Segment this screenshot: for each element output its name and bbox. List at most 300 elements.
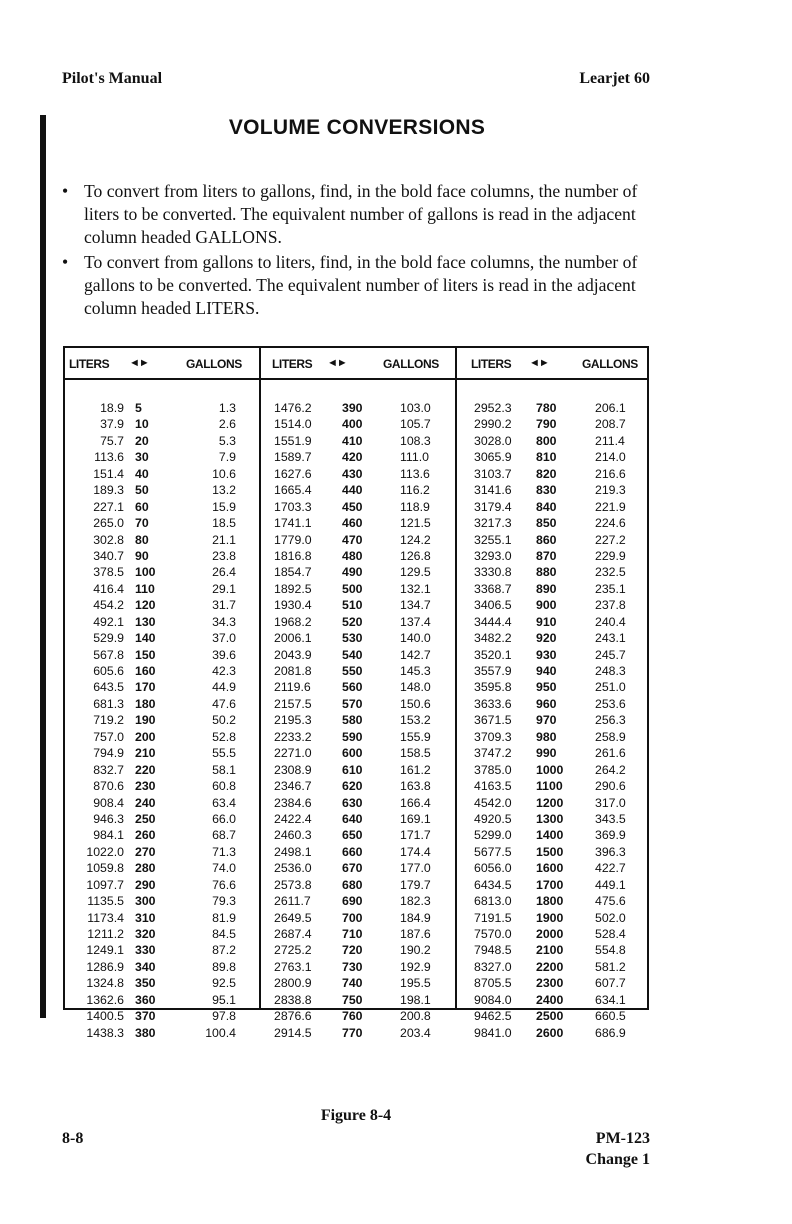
table-cell: 450: [342, 499, 363, 514]
table-cell: 264.2: [595, 762, 626, 777]
table-cell: 1514.0: [274, 417, 312, 432]
table-cell: 980: [536, 729, 557, 744]
header-liters: LITERS: [272, 357, 313, 371]
bullet-text: To convert from liters to gallons, find, in the bold face columns, the number of liters to be converted. The equivalent number of gallons is read in the adjacent column headed GALLONS.: [84, 181, 638, 247]
table-cell: 984.1: [93, 828, 124, 843]
table-cell: 440: [342, 483, 363, 498]
table-cell: 253.6: [595, 696, 626, 711]
table-cell: 158.5: [400, 746, 431, 761]
table-cell: 581.2: [595, 959, 626, 974]
table-cell: 240.4: [595, 614, 626, 629]
table-cell: 220: [135, 762, 156, 777]
table-cell: 1589.7: [274, 450, 312, 465]
table-cell: 10: [135, 417, 149, 432]
table-cell: 430: [342, 466, 363, 481]
table-cell: 2573.8: [274, 877, 312, 892]
table-cell: 87.2: [212, 943, 236, 958]
table-cell: 780: [536, 401, 557, 415]
table-cell: 110: [135, 581, 155, 596]
table-cell: 880: [536, 565, 557, 580]
table-cell: 5299.0: [474, 828, 512, 843]
table-cell: 256.3: [595, 713, 626, 728]
table-cell: 1286.9: [86, 959, 124, 974]
table-cell: 23.8: [212, 548, 236, 563]
table-cell: 211.4: [595, 433, 625, 448]
header-aircraft-name: Learjet 60: [579, 70, 650, 87]
table-cell: 76.6: [212, 877, 236, 892]
value-column: [135, 400, 175, 1041]
table-cell: 261.6: [595, 746, 626, 761]
page-title: VOLUME CONVERSIONS: [228, 116, 486, 139]
table-cell: 529.9: [93, 631, 124, 646]
table-cell: 3141.6: [474, 483, 512, 498]
table-cell: 2952.3: [474, 401, 512, 415]
table-cell: 830: [536, 483, 557, 498]
table-cell: 2536.0: [274, 861, 312, 876]
table-cell: 9462.5: [474, 1009, 512, 1024]
table-cell: 730: [342, 959, 363, 974]
table-cell: 1551.9: [274, 433, 312, 448]
table-cell: 1968.2: [274, 614, 312, 629]
table-cell: 1703.3: [274, 499, 312, 514]
table-cell: 4542.0: [474, 795, 512, 810]
conversion-table: [63, 346, 649, 1040]
table-cell: 44.9: [212, 680, 236, 695]
table-cell: 380: [135, 1025, 156, 1040]
table-cell: 340: [135, 959, 156, 974]
table-cell: 1816.8: [274, 548, 312, 563]
table-cell: 490: [342, 565, 363, 580]
header-gallons: GALLONS: [383, 357, 439, 371]
table-cell: 840: [536, 499, 557, 514]
table-cell: 6813.0: [474, 894, 512, 909]
table-cell: 50.2: [212, 713, 236, 728]
table-cell: 350: [135, 976, 156, 991]
change-bar: [40, 115, 46, 1018]
table-cell: 400: [342, 417, 363, 432]
table-cell: 890: [536, 581, 557, 596]
table-cell: 660.5: [595, 1009, 626, 1024]
table-cell: 607.7: [595, 976, 626, 991]
table-cell: 1900: [536, 910, 564, 925]
table-cell: 1600: [536, 861, 564, 876]
table-cell: 7.9: [218, 450, 236, 465]
table-cell: 1854.7: [274, 565, 312, 580]
table-cell: 570: [342, 696, 363, 711]
table-cell: 13.2: [212, 483, 236, 498]
table-cell: 460: [342, 516, 363, 531]
table-cell: 206.1: [595, 401, 626, 415]
table-cell: 3028.0: [474, 433, 512, 448]
table-cell: 8327.0: [474, 959, 512, 974]
left-right-arrows-icon: ◄►: [529, 357, 549, 369]
table-cell: 1476.2: [274, 401, 312, 415]
table-cell: 3293.0: [474, 548, 512, 563]
table-cell: 2271.0: [274, 746, 312, 761]
table-cell: 34.3: [212, 614, 236, 629]
table-cell: 108.3: [400, 433, 431, 448]
table-cell: 920: [536, 631, 557, 646]
table-cell: 84.5: [212, 927, 236, 941]
table-cell: 235.1: [595, 581, 626, 596]
liters-column: [274, 400, 334, 1041]
table-cell: 190: [135, 713, 156, 728]
table-cell: 140.0: [400, 631, 431, 646]
table-cell: 216.6: [595, 466, 626, 481]
table-cell: 75.7: [100, 433, 124, 448]
table-cell: 2498.1: [274, 844, 312, 859]
table-cell: 2800.9: [274, 976, 312, 991]
table-cell: 130: [135, 614, 156, 629]
table-cell: 310: [135, 910, 156, 925]
table-cell: 1627.6: [274, 466, 312, 481]
table-cell: 2763.1: [274, 959, 312, 974]
table-cell: 1800: [536, 894, 564, 909]
table-cell: 910: [536, 614, 557, 629]
table-cell: 1022.0: [86, 844, 124, 859]
table-cell: 560: [342, 680, 363, 695]
table-cell: 60.8: [212, 779, 236, 794]
table-cell: 126.8: [400, 548, 431, 563]
table-cell: 320: [135, 927, 156, 941]
table-cell: 7948.5: [474, 943, 512, 958]
table-cell: 420: [342, 450, 363, 465]
table-cell: 832.7: [93, 762, 124, 777]
table-cell: 182.3: [400, 894, 431, 909]
table-cell: 2838.8: [274, 992, 312, 1007]
table-cell: 90: [135, 548, 149, 563]
bullet-liters-to-gallons: [62, 180, 652, 248]
header-gallons: GALLONS: [186, 357, 242, 371]
table-cell: 137.4: [400, 614, 431, 629]
table-cell: 567.8: [93, 647, 124, 662]
table-cell: 760: [342, 1009, 363, 1024]
table-cell: 245.7: [595, 647, 626, 662]
table-cell: 740: [342, 976, 363, 991]
table-cell: 317.0: [595, 795, 626, 810]
table-cell: 270: [135, 844, 156, 859]
table-cell: 1000: [536, 762, 564, 777]
table-cell: 770: [342, 1025, 363, 1040]
table-cell: 148.0: [400, 680, 431, 695]
table-cell: 229.9: [595, 548, 626, 563]
table-cell: 2200: [536, 959, 564, 974]
table-cell: 2687.4: [274, 927, 312, 941]
table-cell: 118.9: [400, 499, 430, 514]
table-cell: 280: [135, 861, 156, 876]
table-cell: 79.3: [212, 894, 236, 909]
table-cell: 3520.1: [474, 647, 512, 662]
header-manual-title: Pilot's Manual: [62, 70, 163, 87]
table-cell: 150: [135, 647, 156, 662]
table-cell: 580: [342, 713, 363, 728]
table-cell: 142.7: [400, 647, 431, 662]
table-cell: 2725.2: [274, 943, 312, 958]
table-cell: 74.0: [212, 861, 236, 876]
table-cell: 169.1: [400, 811, 431, 826]
table-cell: 1892.5: [274, 581, 312, 596]
table-cell: 680: [342, 877, 363, 892]
table-cell: 243.1: [595, 631, 626, 646]
table-cell: 2500: [536, 1009, 564, 1024]
table-cell: 5: [135, 401, 142, 415]
table-cell: 343.5: [595, 811, 626, 826]
table-cell: 790: [536, 417, 557, 432]
table-cell: 605.6: [93, 664, 124, 678]
table-cell: 251.0: [595, 680, 626, 695]
table-cell: 660: [342, 844, 363, 859]
table-cell: 170: [135, 680, 156, 695]
table-cell: 171.7: [400, 828, 431, 843]
table-cell: 950: [536, 680, 557, 695]
table-cell: 990: [536, 746, 557, 761]
table-cell: 4920.5: [474, 811, 512, 826]
table-cell: 42.3: [212, 664, 236, 678]
table-cell: 5.3: [218, 433, 236, 448]
table-cell: 2611.7: [274, 894, 311, 909]
table-cell: 3065.9: [474, 450, 512, 465]
table-cell: 15.9: [212, 499, 236, 514]
table-cell: 410: [342, 433, 363, 448]
table-cell: 189.3: [93, 483, 124, 498]
table-cell: 681.3: [93, 696, 124, 711]
table-cell: 151.4: [93, 466, 124, 481]
table-cell: 2119.6: [274, 680, 311, 695]
table-cell: 530: [342, 631, 363, 646]
table-cell: 2876.6: [274, 1009, 312, 1024]
table-cell: 113.6: [400, 466, 430, 481]
table-cell: 224.6: [595, 516, 626, 531]
table-cell: 265.0: [93, 516, 124, 531]
table-cell: 710: [342, 927, 363, 941]
column-divider: [455, 348, 457, 1008]
table-cell: 2043.9: [274, 647, 312, 662]
table-cell: 29.1: [212, 581, 236, 596]
change-number: Change 1: [585, 1151, 650, 1168]
table-cell: 470: [342, 532, 363, 547]
table-cell: 2000: [536, 927, 564, 941]
table-cell: 40: [135, 466, 149, 481]
table-cell: 103.0: [400, 401, 431, 415]
table-cell: 630: [342, 795, 363, 810]
table-cell: 650: [342, 828, 363, 843]
table-cell: 81.9: [212, 910, 236, 925]
table-cell: 134.7: [400, 598, 431, 613]
table-cell: 2422.4: [274, 811, 312, 826]
table-cell: 30: [135, 450, 149, 465]
figure-caption: Figure 8-4: [320, 1107, 392, 1124]
table-cell: 369.9: [595, 828, 626, 843]
table-cell: 610: [342, 762, 363, 777]
table-cell: 502.0: [595, 910, 626, 925]
table-cell: 2460.3: [274, 828, 312, 843]
table-cell: 930: [536, 647, 557, 662]
table-cell: 113.6: [94, 450, 124, 465]
table-cell: 454.2: [93, 598, 124, 613]
table-cell: 31.7: [212, 598, 236, 613]
table-cell: 3368.7: [474, 581, 512, 596]
table-cell: 550: [342, 664, 363, 678]
liters-column: [65, 400, 124, 1041]
table-cell: 970: [536, 713, 557, 728]
table-cell: 160: [135, 664, 156, 678]
table-cell: 3482.2: [474, 631, 512, 646]
table-cell: 2.6: [218, 417, 236, 432]
table-cell: 214.0: [595, 450, 626, 465]
table-cell: 870: [536, 548, 557, 563]
table-cell: 600: [342, 746, 363, 761]
table-cell: 132.1: [400, 581, 431, 596]
table-cell: 248.3: [595, 664, 626, 678]
table-cell: 500: [342, 581, 363, 596]
table-cell: 1741.1: [274, 516, 312, 531]
table-cell: 3255.1: [474, 532, 512, 547]
table-cell: 302.8: [93, 532, 124, 547]
table-cell: 1400: [536, 828, 564, 843]
table-cell: 510: [342, 598, 363, 613]
table-cell: 520: [342, 614, 363, 629]
table-cell: 105.7: [400, 417, 431, 432]
table-cell: 3785.0: [474, 762, 512, 777]
table-cell: 3709.3: [474, 729, 512, 744]
table-cell: 1135.5: [87, 894, 124, 909]
table-cell: 1324.8: [86, 976, 124, 991]
table-cell: 690: [342, 894, 363, 909]
table-cell: 850: [536, 516, 557, 531]
table-cell: 360: [135, 992, 156, 1007]
table-cell: 422.7: [595, 861, 626, 876]
table-cell: 640: [342, 811, 363, 826]
table-cell: 1930.4: [274, 598, 312, 613]
table-cell: 89.8: [212, 959, 236, 974]
table-cell: 155.9: [400, 729, 431, 744]
table-cell: 3633.6: [474, 696, 512, 711]
table-cell: 330: [135, 943, 156, 958]
table-cell: 219.3: [595, 483, 626, 498]
table-cell: 260: [135, 828, 156, 843]
table-cell: 71.3: [212, 844, 236, 859]
table-cell: 52.8: [212, 729, 236, 744]
table-cell: 820: [536, 466, 557, 481]
table-cell: 3103.7: [474, 466, 512, 481]
left-right-arrows-icon: ◄►: [327, 357, 347, 369]
table-cell: 480: [342, 548, 363, 563]
table-cell: 1249.1: [86, 943, 124, 958]
table-cell: 195.5: [400, 976, 431, 991]
table-cell: 3671.5: [474, 713, 512, 728]
table-cell: 416.4: [93, 581, 124, 596]
value-column: [342, 400, 382, 1041]
table-cell: 2308.9: [274, 762, 312, 777]
table-cell: 2384.6: [274, 795, 312, 810]
table-cell: 2649.5: [274, 910, 312, 925]
table-cell: 70: [135, 516, 149, 531]
table-cell: 250: [135, 811, 156, 826]
table-cell: 2400: [536, 992, 564, 1007]
table-cell: 166.4: [400, 795, 431, 810]
bullet-icon: •: [62, 181, 69, 201]
table-cell: 1211.2: [87, 927, 124, 941]
table-cell: 960: [536, 696, 557, 711]
table-cell: 590: [342, 729, 363, 744]
table-cell: 240: [135, 795, 156, 810]
table-cell: 554.8: [595, 943, 626, 958]
table-cell: 290.6: [595, 779, 626, 794]
left-right-arrows-icon: ◄►: [129, 357, 149, 369]
table-cell: 100.4: [205, 1025, 236, 1040]
header-gallons: GALLONS: [582, 357, 638, 371]
table-cell: 39.6: [212, 647, 236, 662]
table-cell: 9084.0: [474, 992, 512, 1007]
bullet-icon: •: [62, 252, 69, 273]
table-cell: 5677.5: [474, 844, 512, 859]
table-cell: 370: [135, 1009, 156, 1024]
table-cell: 121.5: [400, 516, 431, 531]
table-cell: 908.4: [93, 795, 124, 810]
table-cell: 68.7: [212, 828, 236, 843]
table-cell: 174.4: [400, 844, 431, 859]
table-cell: 58.1: [212, 762, 236, 777]
table-cell: 3557.9: [474, 664, 512, 678]
table-cell: 634.1: [595, 992, 626, 1007]
table-cell: 237.8: [595, 598, 626, 613]
table-cell: 198.1: [400, 992, 431, 1007]
table-cell: 50: [135, 483, 149, 498]
table-cell: 4163.5: [474, 779, 512, 794]
table-cell: 221.9: [595, 499, 626, 514]
table-cell: 2300: [536, 976, 564, 991]
table-cell: 1438.3: [86, 1025, 124, 1040]
table-cell: 475.6: [595, 894, 626, 909]
table-cell: 1665.4: [274, 483, 312, 498]
bullet-gallons-to-liters: [62, 251, 652, 319]
header-liters: LITERS: [471, 357, 512, 371]
table-cell: 2195.3: [274, 713, 312, 728]
table-cell: 21.1: [212, 532, 236, 547]
table-cell: 60: [135, 499, 149, 514]
table-cell: 184.9: [400, 910, 431, 925]
table-cell: 2233.2: [274, 729, 312, 744]
table-cell: 120: [135, 598, 156, 613]
table-cell: 900: [536, 598, 557, 613]
table-cell: 179.7: [400, 877, 431, 892]
table-cell: 129.5: [400, 565, 431, 580]
table-cell: 720: [342, 943, 363, 958]
table-cell: 116.2: [400, 483, 430, 498]
table-cell: 258.9: [595, 729, 626, 744]
table-cell: 3330.8: [474, 565, 512, 580]
table-cell: 719.2: [93, 713, 124, 728]
table-cell: 6434.5: [474, 877, 512, 892]
table-cell: 187.6: [400, 927, 431, 941]
table-cell: 757.0: [93, 729, 124, 744]
table-cell: 177.0: [400, 861, 431, 876]
table-cell: 3179.4: [474, 499, 512, 514]
table-cell: 2600: [536, 1025, 564, 1040]
gallons-column: [400, 400, 450, 1041]
table-cell: 940: [536, 664, 557, 678]
table-cell: 492.1: [93, 614, 124, 629]
table-cell: 810: [536, 450, 557, 465]
table-cell: 124.2: [400, 532, 431, 547]
table-cell: 8705.5: [474, 976, 512, 991]
table-cell: 200.8: [400, 1009, 431, 1024]
table-cell: 1400.5: [86, 1009, 124, 1024]
table-cell: 1097.7: [86, 877, 124, 892]
table-cell: 153.2: [400, 713, 431, 728]
instructions: [62, 180, 652, 323]
table-cell: 794.9: [93, 746, 124, 761]
